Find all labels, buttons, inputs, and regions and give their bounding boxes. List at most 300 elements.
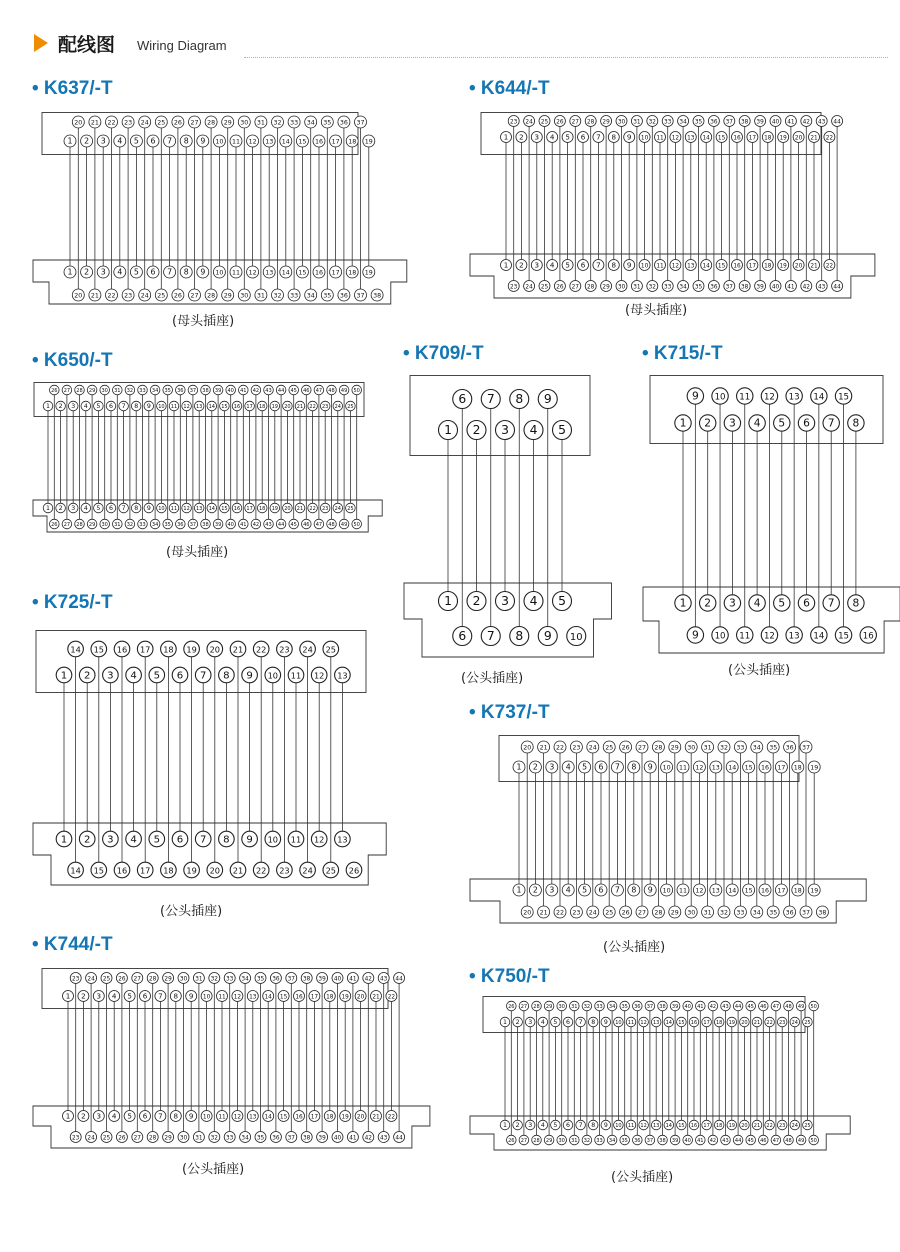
pin — [739, 281, 750, 292]
pin — [56, 503, 66, 513]
pin — [664, 1120, 674, 1130]
pin — [732, 260, 743, 271]
pin-label: 26 — [51, 522, 58, 529]
pin — [363, 135, 375, 147]
pin — [138, 385, 148, 395]
pin — [563, 1017, 573, 1027]
pin — [147, 135, 159, 147]
pin-label: 49 — [340, 522, 348, 529]
pin — [201, 991, 212, 1002]
pin-label: 19 — [364, 269, 373, 277]
pin-label: 11 — [170, 506, 178, 513]
pin — [809, 132, 820, 143]
pin-label: 21 — [90, 119, 99, 127]
pin — [774, 595, 790, 611]
pin — [122, 116, 134, 128]
pin — [651, 1120, 661, 1130]
pin-label: 8 — [591, 1122, 596, 1130]
pin — [824, 260, 835, 271]
pin — [651, 1017, 661, 1027]
pin — [601, 1017, 611, 1027]
pin — [693, 884, 705, 896]
pin — [97, 135, 109, 147]
pin — [75, 385, 85, 395]
pin — [335, 667, 351, 683]
pin — [232, 503, 242, 513]
pin-label: 22 — [555, 909, 565, 917]
pin — [314, 519, 324, 529]
caption: (公头插座) — [603, 940, 666, 955]
pin-label: 17 — [310, 994, 319, 1001]
pin-label: 15 — [717, 135, 726, 142]
model-title: • K737/-T — [469, 702, 550, 723]
pin — [570, 1001, 580, 1011]
pin-label: 33 — [736, 744, 745, 752]
pin-label: 30 — [687, 909, 696, 917]
pin — [81, 503, 91, 513]
pin — [700, 595, 716, 611]
pin-label: 2 — [81, 991, 86, 1001]
pin-label: 5 — [127, 1111, 132, 1121]
pin-label: 42 — [709, 1138, 717, 1145]
pin — [161, 862, 177, 878]
pin-label: 21 — [810, 263, 818, 270]
pin — [835, 627, 851, 643]
pin — [317, 1132, 328, 1143]
pin-label: 30 — [179, 976, 188, 983]
pin — [137, 862, 153, 878]
pin-label: 9 — [188, 1111, 194, 1121]
pin-label: 8 — [223, 670, 230, 682]
pin — [149, 667, 165, 683]
pin-label: 16 — [116, 644, 128, 655]
pin-label: 31 — [571, 1004, 578, 1011]
pin — [811, 627, 827, 643]
pin — [562, 761, 574, 773]
pin — [507, 1135, 517, 1145]
pin-label: 10 — [267, 834, 279, 845]
pin-label: 1 — [60, 670, 68, 682]
pin — [114, 862, 130, 878]
pin — [251, 519, 261, 529]
pin — [164, 135, 176, 147]
pin — [305, 116, 317, 128]
pin-label: 7 — [486, 391, 495, 406]
pin-label: 11 — [656, 135, 664, 142]
pin-label: 5 — [153, 834, 161, 846]
pin — [220, 401, 230, 411]
pin-label: 10 — [215, 138, 224, 146]
wiring-diagram-k709 — [403, 375, 613, 661]
pin-label: 12 — [183, 404, 190, 411]
pin — [346, 862, 362, 878]
pin — [693, 761, 705, 773]
pin-label: 40 — [227, 388, 234, 395]
pin-label: 1 — [46, 403, 50, 411]
pin — [321, 289, 333, 301]
pin — [251, 385, 261, 395]
pin-label: 9 — [603, 1122, 608, 1130]
pin-label: 11 — [678, 887, 688, 895]
pin-label: 34 — [752, 909, 761, 917]
pin-label: 13 — [788, 631, 800, 642]
pin — [296, 266, 308, 278]
pin-label: 8 — [515, 628, 524, 643]
pin — [176, 519, 186, 529]
caption: (母头插座) — [625, 303, 688, 318]
pin — [746, 1135, 756, 1145]
pin-label: 20 — [794, 263, 803, 270]
pin-label: 37 — [725, 284, 733, 291]
pin-label: 22 — [387, 1114, 396, 1121]
pin — [276, 519, 286, 529]
pin — [743, 761, 755, 773]
pin-label: 28 — [76, 522, 83, 529]
pin-label: 39 — [214, 388, 222, 395]
pin — [752, 1120, 762, 1130]
pin-label: 7 — [121, 505, 126, 513]
pin — [247, 135, 259, 147]
pin — [531, 132, 542, 143]
pin — [601, 281, 612, 292]
pin-label: 21 — [296, 404, 304, 411]
pin — [286, 1132, 297, 1143]
pin — [767, 741, 779, 753]
pin — [283, 401, 293, 411]
pin — [116, 973, 127, 984]
pin-label: 32 — [273, 119, 282, 127]
pin-label: 16 — [314, 138, 324, 146]
pin-label: 31 — [195, 1135, 203, 1142]
pin — [163, 1132, 174, 1143]
pin — [313, 266, 325, 278]
pin — [201, 385, 211, 395]
pin-label: 38 — [659, 1004, 666, 1011]
pin — [607, 1135, 617, 1145]
section-header — [34, 30, 894, 62]
pin-label: 19 — [810, 764, 819, 772]
pin-label: 31 — [703, 744, 712, 752]
pin — [519, 1135, 529, 1145]
pin — [386, 1111, 397, 1122]
pin-label: 1 — [444, 422, 452, 437]
pin-label: 19 — [810, 887, 819, 895]
pin-label: 43 — [265, 388, 272, 395]
pin-label: 23 — [124, 292, 133, 300]
pin — [639, 1120, 649, 1130]
pin-label: 6 — [580, 132, 586, 142]
pin-label: 11 — [656, 263, 664, 270]
pin-label: 30 — [558, 1138, 565, 1145]
pin-label: 6 — [598, 762, 604, 772]
pin-label: 9 — [146, 505, 151, 513]
pin — [567, 627, 586, 646]
pin — [125, 385, 135, 395]
pin-label: 7 — [596, 132, 601, 142]
model-title: • K650/-T — [32, 350, 113, 371]
pin — [79, 831, 95, 847]
pin-label: 17 — [246, 404, 253, 411]
pin-label: 43 — [380, 1135, 388, 1142]
pin — [355, 991, 366, 1002]
model-title: • K750/-T — [469, 966, 550, 987]
pin-label: 19 — [186, 644, 197, 655]
pin-label: 39 — [318, 976, 326, 983]
pin-label: 48 — [785, 1004, 792, 1011]
pin-label: 19 — [271, 506, 279, 513]
pin-label: 1 — [516, 885, 522, 895]
pin-label: 35 — [769, 909, 778, 917]
pin-label: 36 — [710, 284, 718, 291]
pin-label: 16 — [314, 269, 324, 277]
pin — [693, 281, 704, 292]
pin — [579, 761, 591, 773]
pin — [311, 831, 327, 847]
pin — [655, 260, 666, 271]
pin — [551, 1017, 561, 1027]
pin-label: 14 — [813, 631, 825, 642]
pin-label: 31 — [703, 909, 712, 917]
pin — [532, 1001, 542, 1011]
pin-label: 3 — [501, 593, 509, 608]
pin — [508, 281, 519, 292]
pin — [808, 884, 820, 896]
pin — [86, 1132, 97, 1143]
pin-label: 33 — [596, 1138, 603, 1145]
pin — [332, 973, 343, 984]
pin — [288, 116, 300, 128]
pin — [79, 667, 95, 683]
pin — [56, 831, 72, 847]
pin-label: 14 — [665, 1020, 673, 1027]
pin — [68, 862, 84, 878]
pin-label: 38 — [659, 1138, 666, 1145]
pin — [628, 884, 640, 896]
pin-label: 14 — [264, 1114, 272, 1121]
pin — [588, 1017, 598, 1027]
pin — [670, 132, 681, 143]
pin — [683, 1135, 693, 1145]
pin-label: 2 — [84, 136, 90, 146]
pin-label: 10 — [615, 1020, 622, 1027]
pin-label: 31 — [633, 119, 641, 126]
pin-label: 35 — [256, 976, 265, 983]
pin-label: 7 — [578, 1019, 583, 1027]
pin-label: 5 — [553, 1122, 558, 1130]
pin-label: 34 — [151, 388, 159, 395]
pin-label: 20 — [741, 1020, 748, 1027]
pin-label: 4 — [117, 267, 123, 277]
pin — [796, 1135, 806, 1145]
pin-label: 16 — [116, 865, 128, 876]
pin-label: 44 — [395, 1135, 403, 1142]
pin — [716, 132, 727, 143]
pin — [734, 906, 746, 918]
pin-label: 39 — [214, 522, 222, 529]
pin — [346, 135, 358, 147]
pin-label: 41 — [240, 388, 247, 395]
pin — [109, 1111, 120, 1122]
pin — [832, 281, 843, 292]
pin — [137, 641, 153, 657]
pin — [765, 1017, 775, 1027]
pin-label: 4 — [130, 670, 137, 682]
pin-label: 31 — [256, 119, 265, 127]
pin-label: 19 — [779, 135, 787, 142]
pin-label: 36 — [785, 744, 794, 752]
pin — [126, 831, 142, 847]
pin-label: 43 — [265, 522, 272, 529]
pin — [339, 519, 349, 529]
pin — [81, 401, 91, 411]
pin — [323, 862, 339, 878]
pin-label: 12 — [313, 834, 325, 845]
pin — [614, 1017, 624, 1027]
pin — [270, 401, 280, 411]
pin — [131, 401, 141, 411]
pin — [86, 973, 97, 984]
top-connector-body — [36, 631, 366, 693]
pin-label: 29 — [602, 284, 610, 291]
pin — [616, 281, 627, 292]
pin-label: 15 — [838, 392, 850, 403]
pin-label: 8 — [183, 136, 189, 146]
pin-label: 34 — [608, 1138, 616, 1145]
pin-label: 12 — [640, 1020, 647, 1027]
pin-label: 20 — [741, 1123, 748, 1130]
pin — [155, 289, 167, 301]
pin-label: 28 — [533, 1138, 540, 1145]
pin — [678, 281, 689, 292]
pin-label: 24 — [302, 644, 313, 655]
pin — [595, 884, 607, 896]
pin-label: 4 — [529, 593, 538, 608]
pin-label: 41 — [787, 284, 795, 291]
pin-label: 37 — [356, 292, 365, 300]
pin-label: 12 — [695, 887, 704, 895]
pin — [496, 421, 515, 440]
pin — [197, 135, 209, 147]
pin — [538, 627, 557, 646]
pin-label: 24 — [588, 909, 597, 917]
pin-label: 17 — [246, 506, 253, 513]
pin — [340, 1111, 351, 1122]
pin — [222, 116, 234, 128]
pin-label: 10 — [158, 506, 165, 513]
pin-label: 31 — [633, 284, 641, 291]
pin — [808, 761, 820, 773]
pin-label: 39 — [756, 284, 764, 291]
pin — [588, 1120, 598, 1130]
pin — [239, 519, 249, 529]
pin — [324, 1111, 335, 1122]
pin-label: 17 — [777, 764, 786, 772]
pin — [224, 1132, 235, 1143]
pin-label: 26 — [173, 292, 182, 300]
pin-label: 7 — [827, 416, 835, 430]
pin — [658, 1135, 668, 1145]
pin-label: 11 — [170, 404, 178, 411]
pin-label: 15 — [93, 644, 105, 655]
pin — [140, 1111, 151, 1122]
pin — [670, 260, 681, 271]
pin-label: 34 — [679, 119, 687, 126]
pin — [710, 761, 722, 773]
pin-label: 7 — [578, 1122, 583, 1130]
pin — [778, 260, 789, 271]
pin — [213, 385, 223, 395]
pin-label: 4 — [130, 834, 137, 846]
pin — [513, 1120, 523, 1130]
pin — [278, 991, 289, 1002]
pin — [78, 1111, 89, 1122]
pin-label: 25 — [347, 404, 354, 411]
pin-label: 16 — [233, 506, 241, 513]
pin-label: 6 — [176, 834, 184, 846]
pin-label: 16 — [760, 764, 770, 772]
pin-label: 18 — [326, 994, 334, 1001]
pin-label: 28 — [149, 1135, 157, 1142]
pin-label: 21 — [810, 135, 818, 142]
pin — [570, 1135, 580, 1145]
pin — [544, 1001, 554, 1011]
pin — [539, 281, 550, 292]
pin — [276, 385, 286, 395]
pin-label: 42 — [802, 119, 810, 126]
pin — [785, 116, 796, 127]
pin — [636, 906, 648, 918]
pin — [631, 281, 642, 292]
pin — [762, 132, 773, 143]
pin-label: 2 — [704, 596, 712, 610]
pin — [157, 503, 167, 513]
pin-label: 16 — [733, 135, 741, 142]
pin-label: 14 — [264, 994, 272, 1001]
pin — [155, 116, 167, 128]
pin — [150, 385, 160, 395]
pin-label: 9 — [146, 403, 151, 411]
pin — [194, 401, 204, 411]
pin — [283, 503, 293, 513]
pin-label: 8 — [183, 267, 189, 277]
pin-label: 15 — [744, 764, 753, 772]
pin-label: 24 — [334, 506, 342, 513]
pin — [792, 884, 804, 896]
pin-label: 20 — [74, 119, 83, 127]
pin — [554, 741, 566, 753]
pin — [119, 401, 129, 411]
pin-label: 9 — [626, 260, 632, 270]
pin-label: 17 — [139, 865, 151, 876]
pin-label: 34 — [608, 1004, 616, 1011]
pin — [816, 116, 827, 127]
pin — [439, 592, 458, 611]
pin-label: 28 — [207, 292, 216, 300]
pin — [767, 906, 779, 918]
pin-label: 33 — [139, 388, 146, 395]
pin — [816, 281, 827, 292]
pin-label: 13 — [711, 764, 720, 772]
pin — [280, 266, 292, 278]
pin-label: 27 — [637, 909, 647, 917]
pin — [301, 973, 312, 984]
pin — [114, 266, 126, 278]
pin-label: 33 — [226, 976, 234, 983]
pin — [289, 519, 299, 529]
pin-label: 3 — [107, 834, 114, 846]
pin — [253, 641, 269, 657]
pin-label: 22 — [825, 135, 834, 142]
